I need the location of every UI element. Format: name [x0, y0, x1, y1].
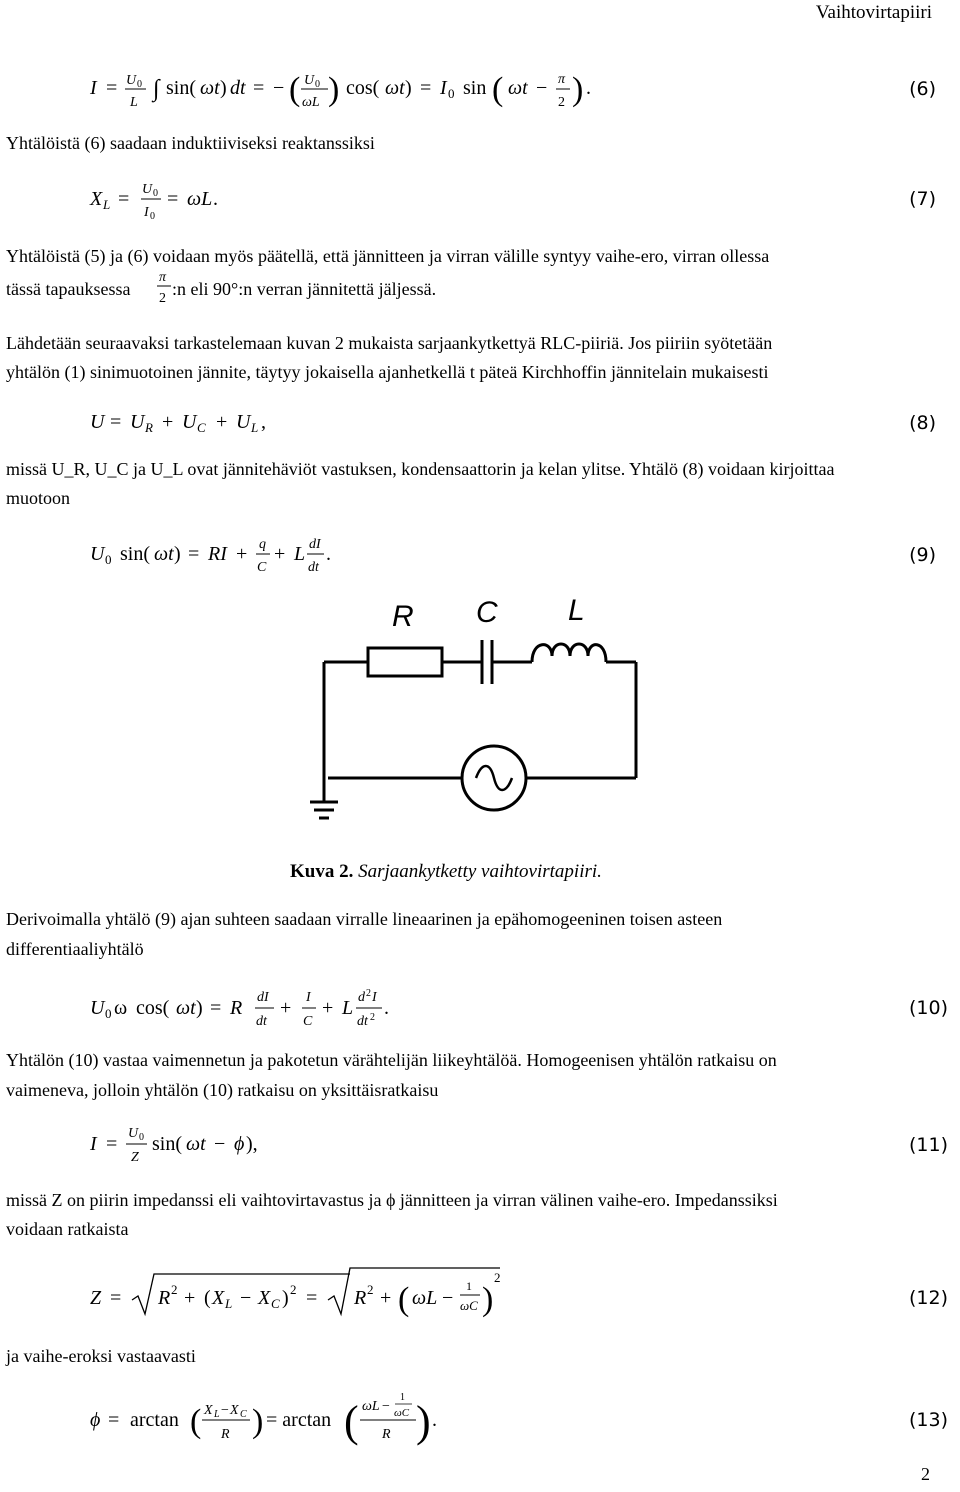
svg-text:−: − — [273, 77, 285, 99]
svg-text:−: − — [214, 1133, 226, 1155]
svg-text:I: I — [440, 77, 447, 99]
svg-text:−: − — [442, 1287, 454, 1309]
svg-text:∫: ∫ — [153, 76, 160, 102]
svg-text:L: L — [103, 197, 111, 212]
svg-text:0: 0 — [139, 1132, 144, 1143]
svg-text:ϕ: ϕ — [234, 1133, 245, 1155]
rlc-circuit-diagram — [300, 590, 660, 830]
svg-text:): ) — [220, 77, 227, 99]
svg-text:dI: dI — [309, 537, 321, 552]
inductor-symbol — [532, 644, 606, 662]
svg-text:I: I — [144, 205, 149, 220]
svg-text:): ) — [282, 1287, 289, 1309]
equation-13 — [60, 1388, 460, 1452]
equation-10 — [60, 982, 420, 1034]
equation-number-7: (7) — [909, 188, 936, 210]
svg-text:ω: ω — [114, 997, 128, 1019]
svg-text:0: 0 — [153, 188, 158, 199]
svg-text:(: ( — [344, 1397, 359, 1446]
svg-text:ωt: ωt — [200, 77, 220, 99]
svg-text:(: ( — [204, 1287, 211, 1309]
svg-text:ωL: ωL — [187, 188, 213, 210]
svg-text:= arctan: = arctan — [266, 1409, 332, 1431]
svg-text:2: 2 — [367, 1282, 374, 1297]
svg-text:U: U — [236, 411, 251, 433]
svg-text:U: U — [90, 543, 105, 565]
paragraph-2-line-2b: :n eli 90°:n verran jännitettä jäljessä. — [172, 279, 437, 299]
svg-text:R: R — [158, 1287, 171, 1309]
svg-text:0: 0 — [448, 86, 455, 101]
svg-text:dt: dt — [308, 560, 319, 575]
svg-text:X: X — [258, 1287, 271, 1309]
svg-text:U: U — [142, 182, 153, 197]
svg-text:I: I — [372, 990, 377, 1005]
svg-text:ϕ: ϕ — [90, 1409, 101, 1431]
svg-text:): ) — [252, 1403, 264, 1440]
svg-text:−: − — [240, 1287, 252, 1309]
svg-text:=: = — [110, 1287, 122, 1309]
svg-text:+: + — [274, 543, 286, 565]
svg-text:U: U — [304, 73, 315, 88]
svg-text:2: 2 — [290, 1282, 297, 1297]
equation-7 — [60, 175, 240, 225]
svg-text:−: − — [536, 77, 548, 99]
svg-text:L: L — [130, 95, 138, 110]
svg-text:2: 2 — [366, 988, 371, 999]
svg-text:U: U — [182, 411, 197, 433]
svg-text:=: = — [106, 1133, 118, 1155]
equation-number-8: (8) — [909, 412, 936, 434]
paragraph-8: ja vaihe-eroksi vastaavasti — [6, 1346, 196, 1366]
equation-number-6: (6) — [909, 78, 936, 100]
label-c: C — [476, 596, 498, 629]
svg-text:+: + — [380, 1287, 392, 1309]
paragraph-6-line-2: vaimeneva, jolloin yhtälön (10) ratkaisu on yksittäisratkaisu — [6, 1080, 439, 1100]
svg-text:q: q — [259, 537, 266, 552]
page-number: 2 — [921, 1464, 930, 1484]
svg-text:R: R — [354, 1287, 367, 1309]
paragraph-1: Yhtälöistä (6) saadaan induktiiviseksi reaktanssiksi — [6, 133, 375, 153]
svg-text:=: = — [210, 997, 222, 1019]
svg-text:): ) — [405, 77, 412, 99]
svg-text:U: U — [130, 411, 145, 433]
svg-text:X: X — [90, 188, 103, 210]
svg-text:sin(: sin( — [120, 543, 150, 565]
equation-number-13: (13) — [908, 1409, 948, 1431]
svg-text:,: , — [261, 411, 266, 433]
paragraph-3-line-2: yhtälön (1) sinimuotoinen jännite, täytyy jokaisella ajanhetkellä t päteä Kirchhoffin jännitelain mukaisesti — [6, 362, 769, 382]
svg-text:L: L — [251, 420, 259, 435]
paragraph-2-line-2a: tässä tapauksessa — [6, 279, 131, 299]
svg-text:Z: Z — [131, 1150, 139, 1165]
svg-text:ωL: ωL — [302, 95, 320, 110]
svg-text:+: + — [184, 1287, 196, 1309]
equation-number-9: (9) — [909, 544, 936, 566]
svg-text:): ) — [174, 543, 181, 565]
svg-text:U: U — [90, 411, 105, 433]
svg-text:0: 0 — [137, 79, 142, 90]
svg-text:(: ( — [492, 71, 504, 108]
svg-text:cos(: cos( — [136, 997, 170, 1019]
svg-text:+: + — [162, 411, 174, 433]
svg-text:=: = — [306, 1287, 318, 1309]
svg-text:π: π — [558, 72, 566, 87]
paragraph-2-line-1: Yhtälöistä (5) ja (6) voidaan myös päätellä, että jännitteen ja virran välille syntyy vaihe-ero, virran ollessa — [6, 246, 770, 266]
paragraph-6-line-1: Yhtälön (10) vastaa vaimennetun ja pakotetun värähtelijän liikeyhtälöä. Homogeenisen yhtälön ratkaisu on — [6, 1050, 777, 1070]
svg-text:=: = — [420, 77, 432, 99]
svg-text:0: 0 — [315, 79, 320, 90]
svg-text:C: C — [197, 420, 206, 435]
svg-text:R: R — [145, 420, 153, 435]
svg-text:I: I — [306, 990, 311, 1005]
figure-caption-label: Kuva 2. — [290, 861, 354, 882]
svg-text:C: C — [271, 1296, 280, 1311]
svg-text:−: − — [382, 1399, 390, 1414]
svg-text:R: R — [230, 997, 243, 1019]
svg-text:.: . — [384, 997, 389, 1019]
equation-number-12: (12) — [908, 1287, 948, 1309]
svg-text:dI: dI — [257, 990, 269, 1005]
svg-text:ωt: ωt — [508, 77, 528, 99]
svg-text:): ) — [196, 997, 203, 1019]
svg-text:dt: dt — [357, 1014, 368, 1029]
svg-text:d: d — [358, 990, 365, 1005]
equation-6 — [60, 62, 620, 118]
svg-text:2: 2 — [494, 1270, 501, 1285]
svg-text:X: X — [204, 1403, 213, 1418]
svg-text:dt: dt — [230, 77, 246, 99]
svg-text:ωL: ωL — [362, 1399, 380, 1414]
svg-text:=: = — [108, 1409, 120, 1431]
svg-text:+: + — [280, 997, 292, 1019]
svg-text:sin: sin — [463, 77, 487, 99]
svg-text:(: ( — [398, 1281, 410, 1318]
paragraph-4-line-2: muotoon — [6, 488, 71, 508]
svg-text:C: C — [240, 1409, 247, 1420]
svg-text:.: . — [326, 543, 331, 565]
svg-text:(: ( — [190, 1403, 202, 1440]
figure-caption-text: Sarjaankytketty vaihtovirtapiiri. — [358, 861, 602, 882]
svg-text:2: 2 — [159, 291, 166, 306]
equation-8 — [60, 400, 300, 444]
equation-number-10: (10) — [908, 997, 948, 1019]
svg-text:sin(: sin( — [166, 77, 196, 99]
paragraph-3-line-1: Lähdetään seuraavaksi tarkastelemaan kuvan 2 mukaista sarjaankytkettyä RLC-piiriä. Jos piiriin syötetään — [6, 333, 773, 353]
svg-text:2: 2 — [171, 1282, 178, 1297]
svg-text:ωt: ωt — [186, 1133, 206, 1155]
svg-text:cos(: cos( — [346, 77, 380, 99]
svg-text:I: I — [90, 77, 97, 99]
svg-text:ωt: ωt — [385, 77, 405, 99]
svg-text:1: 1 — [466, 1279, 472, 1293]
svg-text:L: L — [225, 1296, 233, 1311]
svg-text:X: X — [230, 1403, 239, 1418]
svg-text:.: . — [213, 188, 218, 210]
svg-text:ωt: ωt — [176, 997, 196, 1019]
svg-text:arctan: arctan — [130, 1409, 179, 1431]
svg-text:U: U — [128, 1126, 139, 1141]
svg-text:=: = — [253, 77, 265, 99]
paragraph-7-line-2: voidaan ratkaista — [6, 1219, 129, 1239]
paragraph-7-line-1: missä Z on piirin impedanssi eli vaihtovirtavastus ja ϕ jännitteen ja virran välinen vaihe-ero. Impedanssiksi — [6, 1190, 778, 1210]
svg-text:): ) — [572, 71, 584, 108]
svg-text:U: U — [90, 997, 105, 1019]
svg-text:−: − — [221, 1403, 229, 1418]
svg-text:=: = — [106, 77, 118, 99]
equation-11 — [60, 1120, 320, 1170]
svg-text:ωC: ωC — [394, 1407, 410, 1419]
label-l: L — [568, 594, 585, 627]
svg-text:2: 2 — [558, 95, 565, 110]
svg-text:U: U — [126, 73, 137, 88]
svg-text:dt: dt — [256, 1014, 267, 1029]
svg-text:+: + — [216, 411, 228, 433]
svg-text:R: R — [382, 1427, 391, 1442]
svg-text:RI: RI — [208, 543, 227, 565]
paragraph-5-line-1: Derivoimalla yhtälö (9) ajan suhteen saadaan virralle lineaarinen ja epähomogeeninen toisen asteen — [6, 909, 723, 929]
svg-text:X: X — [212, 1287, 225, 1309]
svg-text:+: + — [322, 997, 334, 1019]
paragraph-5-line-2: differentiaaliyhtälö — [6, 939, 144, 959]
svg-text:C: C — [257, 560, 267, 575]
svg-text:0: 0 — [150, 211, 155, 222]
equation-12 — [60, 1262, 520, 1322]
svg-text:+: + — [236, 543, 248, 565]
svg-text:π: π — [159, 270, 167, 285]
svg-text:=: = — [118, 188, 130, 210]
svg-text:.: . — [432, 1409, 437, 1431]
svg-text:): ) — [482, 1281, 494, 1318]
svg-text:ωC: ωC — [460, 1298, 478, 1313]
svg-text:): ) — [416, 1397, 431, 1446]
equation-9 — [60, 530, 380, 580]
svg-text:0: 0 — [105, 552, 112, 567]
resistor-symbol — [368, 648, 442, 676]
svg-text:=: = — [167, 188, 179, 210]
svg-text:ωt: ωt — [154, 543, 174, 565]
paragraph-4-line-1: missä U_R, U_C ja U_L ovat jännitehäviöt vastuksen, kondensaattorin ja kelan ylitse. Yhtälö (8) voidaan kirjoittaa — [6, 459, 835, 479]
figure-caption — [290, 861, 602, 883]
svg-text:I: I — [90, 1133, 97, 1155]
svg-text:(: ( — [289, 71, 301, 108]
running-title: Vaihtovirtapiiri — [815, 2, 932, 23]
svg-text:sin(: sin( — [152, 1133, 182, 1155]
svg-text:ωL: ωL — [412, 1287, 438, 1309]
svg-text:0: 0 — [105, 1006, 112, 1021]
svg-text:R: R — [221, 1427, 230, 1442]
label-r: R — [392, 600, 414, 633]
svg-text:=: = — [110, 411, 122, 433]
svg-text:Z: Z — [90, 1287, 102, 1309]
svg-text:L: L — [342, 997, 354, 1019]
svg-text:=: = — [188, 543, 200, 565]
svg-text:C: C — [303, 1014, 313, 1029]
equation-number-11: (11) — [908, 1134, 948, 1156]
svg-text:): ) — [328, 71, 340, 108]
svg-text:L: L — [294, 543, 306, 565]
svg-text:.: . — [586, 77, 591, 99]
svg-text:L: L — [214, 1409, 220, 1420]
svg-text:1: 1 — [400, 1392, 405, 1403]
svg-text:2: 2 — [370, 1012, 375, 1023]
svg-text:),: ), — [246, 1133, 258, 1155]
